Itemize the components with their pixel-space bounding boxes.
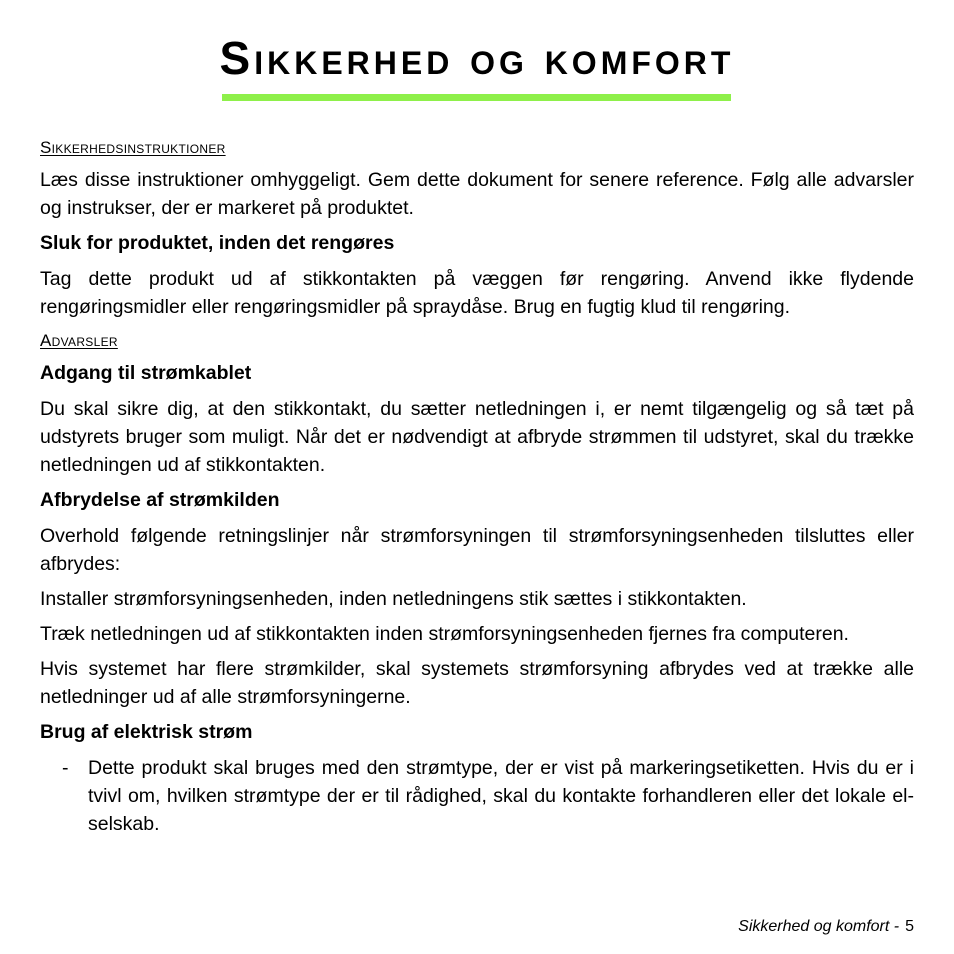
page-number: 5 (905, 918, 914, 935)
paragraph-cleaning: Tag dette produkt ud af stikkontakten på væggen før rengøring. Anvend ikke flydende rengøringsmidler eller rengøringsmidler på spraydåse. Brug en fugtig klud til rengøring. (40, 268, 914, 318)
title-underline-bar (222, 94, 731, 101)
bullet-text-power-type: Dette produkt skal bruges med den strømtype, der er vist på markeringsetiketten. Hvis du er i tvivl om, hvilken strømtype der er til rådighed, skal du kontakte forhandleren eller det lokale el-selskab. (88, 757, 914, 835)
page-title: Sikkerhed og komfort (219, 32, 735, 84)
paragraph-power-cord-access: Du skal sikre dig, at den stikkontakt, du sætter netledningen i, er nemt tilgængelig og så tæt på udstyrets bruger som muligt. Når det er nødvendigt at afbryde strømmen til udstyret, skal du trække netledningen ud af stikkontakten. (40, 398, 914, 476)
paragraph-install-psu: Installer strømforsyningsenheden, inden netledningens stik sættes i stikkontakten. (40, 588, 747, 610)
paragraph-instructions: Læs disse instruktioner omhyggeligt. Gem dette dokument for senere reference. Følg alle advarsler og instrukser, der er markeret på produktet. (40, 169, 914, 219)
list-item (40, 754, 914, 838)
footer-label: Sikkerhed og komfort - (738, 918, 900, 935)
page-content (40, 136, 914, 838)
subheading-electrical-power: Brug af elektrisk strøm (40, 721, 253, 743)
bullet-list (40, 754, 914, 838)
subheading-power-cord-access: Adgang til strømkablet (40, 362, 252, 384)
paragraph-multiple-sources: Hvis systemet har flere strømkilder, skal systemets strømforsyning afbrydes ved at trække alle netledninger ud af alle strømforsyningerne. (40, 658, 914, 708)
section-heading-advarsler: Advarsler (40, 331, 118, 350)
paragraph-remove-psu: Træk netledningen ud af stikkontakten inden strømforsyningsenheden fjernes fra computeren. (40, 623, 849, 645)
subheading-cleaning: Sluk for produktet, inden det rengøres (40, 232, 395, 254)
bullet-dash: - (62, 757, 69, 779)
paragraph-guidelines: Overhold følgende retningslinjer når strømforsyningen til strømforsyningsenheden tilsluttes eller afbrydes: (40, 525, 914, 575)
section-heading-sikkerhedsinstruktioner: Sikkerhedsinstruktioner (40, 138, 226, 157)
page-footer (738, 916, 914, 938)
subheading-power-disconnect: Afbrydelse af strømkilden (40, 489, 280, 511)
